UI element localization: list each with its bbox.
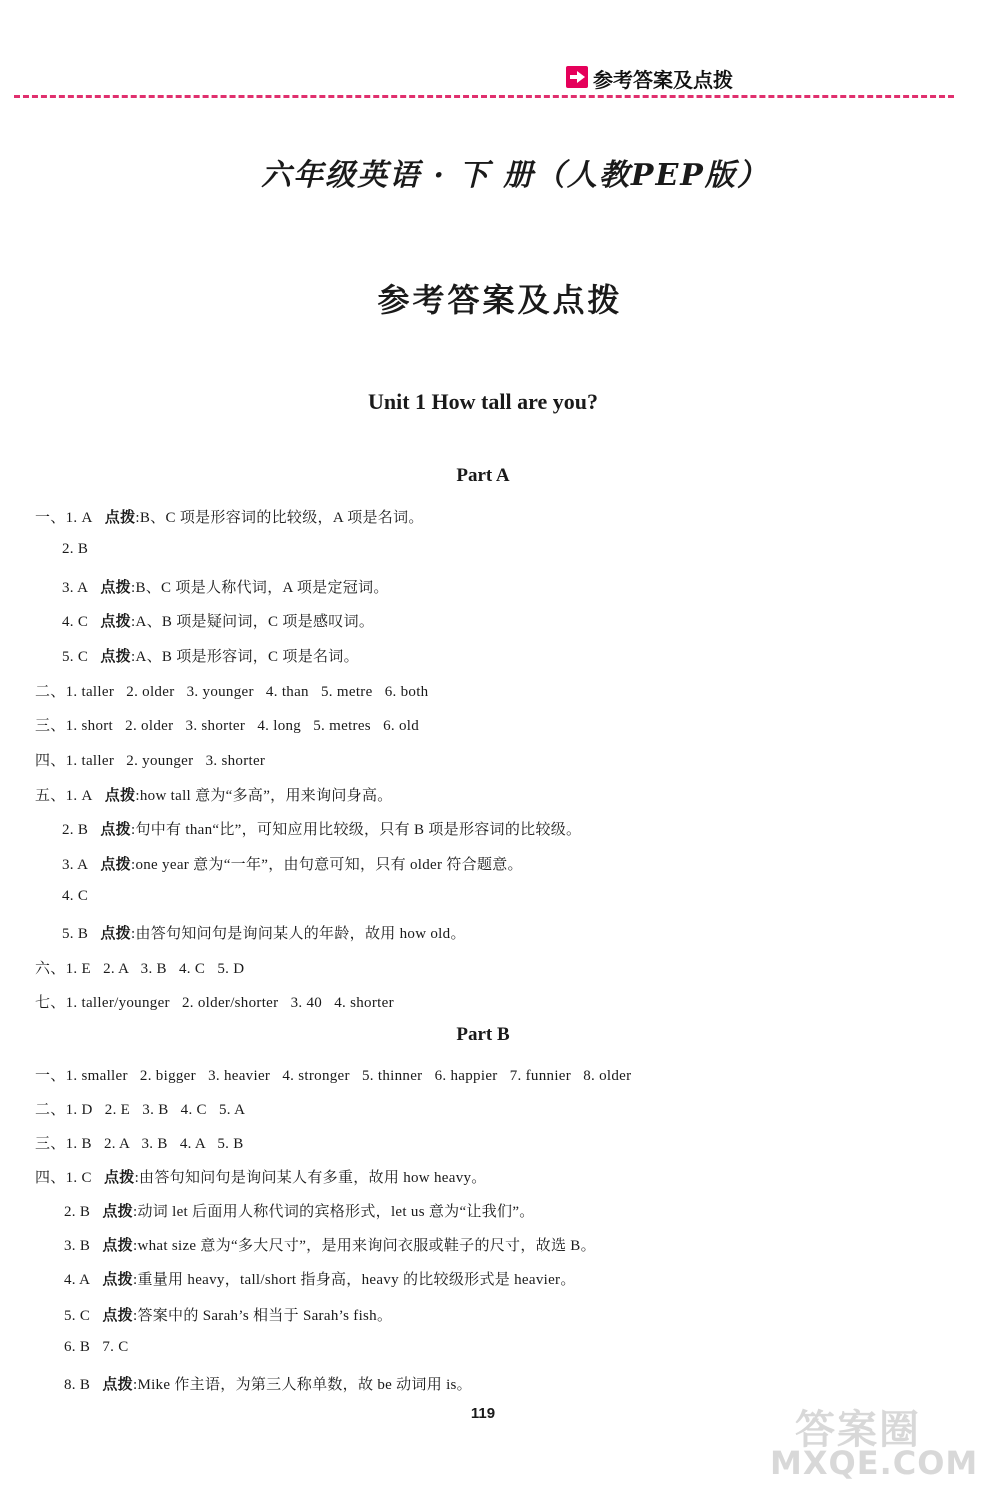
answer-line: 三、1. B 2. A 3. B 4. A 5. B (35, 1136, 244, 1152)
answer-line: 四、1. taller 2. younger 3. shorter (35, 753, 266, 769)
answer-line: 3. A 点拨:B、C 项是人称代词，A 项是定冠词。 (62, 580, 389, 596)
answer-line: 2. B (62, 541, 89, 557)
answer-line: 一、1. smaller 2. bigger 3. heavier 4. stronger 5. thinner 6. happier 7. funnier 8. older (35, 1068, 632, 1084)
answer-line: 七、1. taller/younger 2. older/shorter 3. 40 4. shorter (35, 995, 394, 1011)
answer-line: 一、1. A 点拨:B、C 项是形容词的比较级，A 项是名词。 (35, 510, 424, 526)
answer-line: 5. C 点拨:答案中的 Sarah’s 相当于 Sarah’s fish。 (64, 1308, 393, 1324)
header-title: 参考答案及点拨 (593, 68, 733, 92)
answer-line: 4. A 点拨:重量用 heavy，tall/short 指身高，heavy 的比较级形式是 heavier。 (64, 1272, 576, 1288)
answer-line: 2. B 点拨:动词 let 后面用人称代词的宾格形式，let us 意为“让我们”。 (64, 1204, 535, 1220)
answer-line: 六、1. E 2. A 3. B 4. C 5. D (35, 961, 245, 977)
answer-line: 6. B 7. C (64, 1339, 129, 1355)
answer-line: 3. B 点拨:what size 意为“多大尺寸”，是用来询问衣服或鞋子的尺寸，故选 B。 (64, 1238, 596, 1254)
arrow-right-icon (566, 66, 588, 88)
answer-line: 4. C 点拨:A、B 项是疑问词，C 项是感叹词。 (62, 614, 375, 630)
answer-line: 五、1. A 点拨:how tall 意为“多高”，用来询问身高。 (35, 788, 393, 804)
answer-line: 二、1. taller 2. older 3. younger 4. than 5. metre 6. both (35, 684, 429, 700)
header-divider (14, 95, 954, 98)
part-b-title: Part B (456, 1024, 510, 1045)
answer-line: 三、1. short 2. older 3. shorter 4. long 5. metres 6. old (35, 718, 420, 734)
book-title: 六年级英语 · 下 册（人教PEP版） (261, 158, 769, 193)
page-number: 119 (470, 1405, 496, 1422)
answer-line: 2. B 点拨:句中有 than“比”，可知应用比较级，只有 B 项是形容词的比较级。 (62, 822, 582, 838)
part-a-title: Part A (456, 465, 510, 486)
answer-line: 3. A 点拨:one year 意为“一年”，由句意可知，只有 older 符合题意。 (62, 857, 523, 873)
main-title: 参考答案及点拨 (377, 281, 623, 319)
answer-line: 8. B 点拨:Mike 作主语，为第三人称单数，故 be 动词用 is。 (64, 1377, 472, 1393)
answer-line: 4. C (62, 888, 89, 904)
answer-line: 5. B 点拨:由答句知问句是询问某人的年龄，故用 how old。 (62, 926, 466, 942)
answer-line: 5. C 点拨:A、B 项是形容词，C 项是名词。 (62, 649, 359, 665)
watermark-url: MXQE.COM (770, 1444, 979, 1482)
page-header (0, 60, 1000, 100)
watermark-logo: 答案圈 (795, 1407, 921, 1453)
answer-line: 四、1. C 点拨:由答句知问句是询问某人有多重，故用 how heavy。 (35, 1170, 487, 1186)
answer-line: 二、1. D 2. E 3. B 4. C 5. A (35, 1102, 246, 1118)
unit-title: Unit 1 How tall are you? (368, 389, 598, 414)
watermark (740, 1398, 990, 1488)
